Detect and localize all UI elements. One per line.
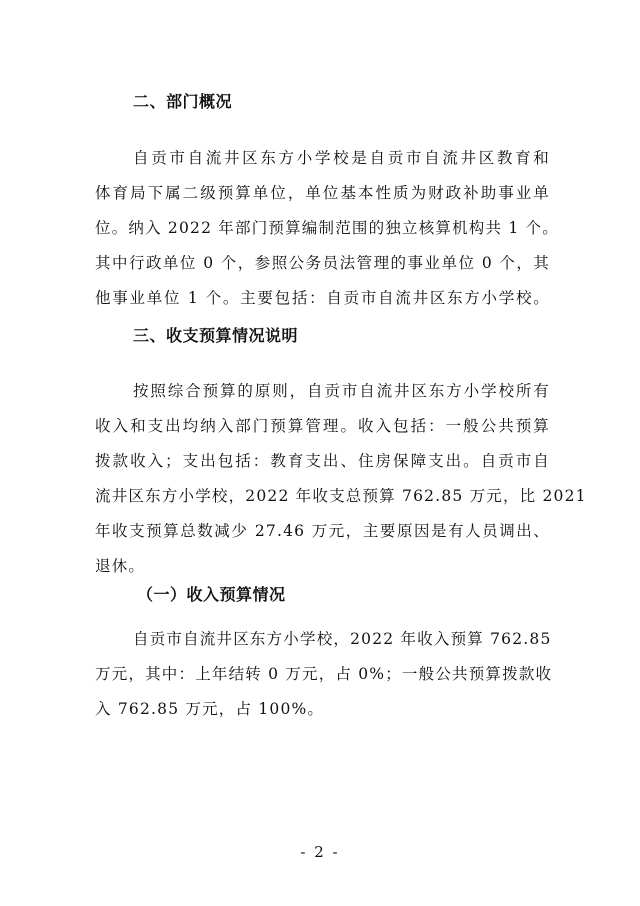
paragraph-line: 体育局下属二级预算单位，单位基本性质为财政补助事业单: [95, 184, 550, 202]
paragraph-line: 退休。: [95, 557, 146, 575]
paragraph-line: 入 762.85 万元，占 100%。: [95, 700, 325, 718]
paragraph-line: 按照综合预算的原则，自贡市自流井区东方小学校所有: [133, 382, 550, 400]
page-number: - 2 -: [300, 843, 340, 861]
subsection-heading-income-budget: （一）收入预算情况: [137, 585, 286, 604]
section-heading-budget-explanation: 三、收支预算情况说明: [133, 326, 299, 345]
paragraph-line: 自贡市自流井区东方小学校，2022 年收入预算 762.85: [133, 630, 552, 648]
paragraph-line: 他事业单位 1 个。主要包括：自贡市自流井区东方小学校。: [95, 289, 550, 307]
paragraph-line: 年收支预算总数减少 27.46 万元，主要原因是有人员调出、: [95, 522, 550, 540]
paragraph-line: 其中行政单位 0 个，参照公务员法管理的事业单位 0 个，其: [95, 254, 550, 272]
paragraph-line: 位。纳入 2022 年部门预算编制范围的独立核算机构共 1 个。: [95, 219, 559, 237]
paragraph-line: 收入和支出均纳入部门预算管理。收入包括：一般公共预算: [95, 417, 550, 435]
section-heading-department-overview: 二、部门概况: [133, 92, 233, 111]
paragraph-line: 自贡市自流井区东方小学校是自贡市自流井区教育和: [133, 149, 550, 167]
paragraph-line: 万元，其中：上年结转 0 万元，占 0%；一般公共预算拨款收: [95, 665, 553, 683]
paragraph-line: 拨款收入；支出包括：教育支出、住房保障支出。自贡市自: [95, 452, 550, 470]
paragraph-line: 流井区东方小学校，2022 年收支总预算 762.85 万元，比 2021: [95, 487, 587, 505]
